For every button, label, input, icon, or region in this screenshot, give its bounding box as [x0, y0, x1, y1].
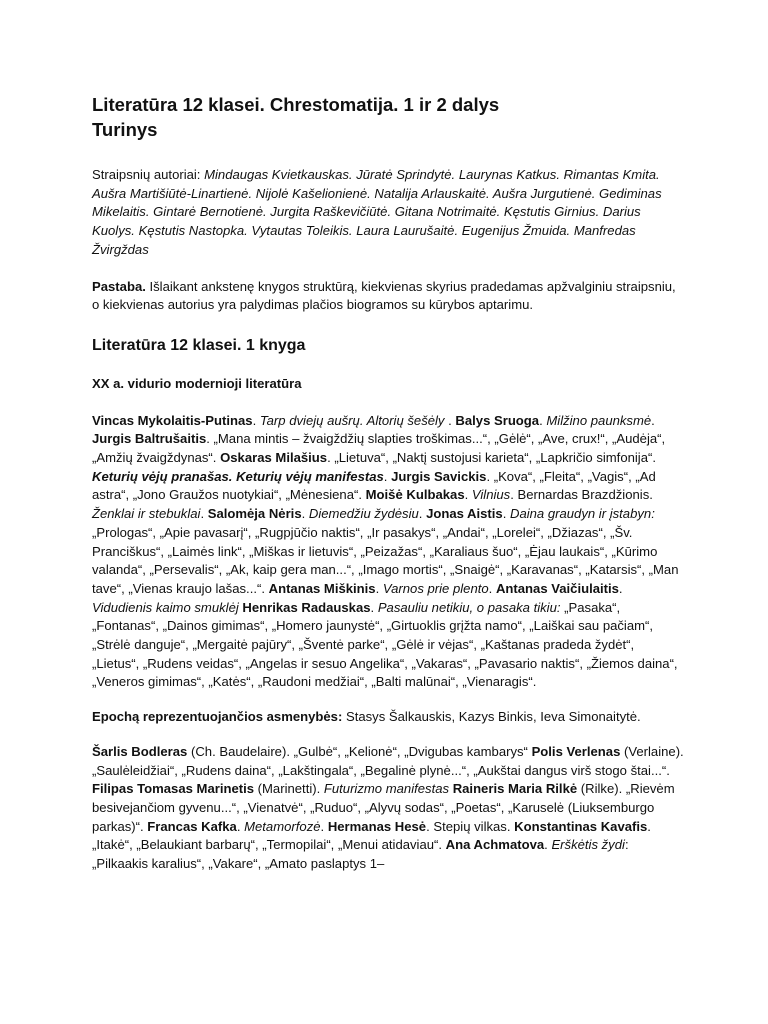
author-name: Hermanas Hesė: [327, 818, 427, 834]
text-run: .: [375, 580, 383, 596]
text-run: .: [236, 818, 245, 834]
text-run: . „Itakė“, „Belaukiant barbarų“, „Termopilai“, „Menui atidaviau“.: [92, 818, 651, 853]
book-heading: Literatūra 12 klasei. 1 knyga: [92, 336, 306, 354]
author-name: Jurgis Savickis: [391, 468, 487, 484]
text-run: .: [651, 412, 655, 428]
document-title: [92, 92, 684, 142]
author-name: Jurgis Baltrušaitis: [92, 431, 207, 447]
note-text: Išlaikant ankstenę knygos struktūrą, kiekvienas skyrius pradedamas apžvalginiu straipsniu, o kiekvienas autorius yra palydimas plačios biogramos su kūrybos aptarimu.: [92, 278, 676, 313]
title-line-2: Turinys: [92, 119, 158, 140]
work-title: Milžino paunksmė: [546, 412, 652, 428]
text-run: .: [383, 468, 392, 484]
author-name: Antanas Miškinis: [268, 580, 376, 596]
author-name: Jonas Aistis: [426, 506, 503, 522]
contents-paragraph-2: [92, 743, 684, 874]
work-title: Futurizmo manifestas: [323, 781, 450, 797]
text-run: : „Pilkaakis karalius“, „Vakare“, „Amato paslaptys 1–: [92, 837, 629, 872]
text-run: .: [544, 837, 552, 853]
authors-paragraph: [92, 166, 684, 260]
author-name: Vincas Mykolaitis-Putinas: [92, 412, 253, 428]
work-title: Diemedžiu žydėsiu: [308, 506, 419, 522]
author-name: Polis Verlenas: [531, 743, 621, 759]
section-heading-text: XX a. vidurio modernioji literatūra: [92, 375, 302, 391]
author-name: Francas Kafka: [147, 818, 237, 834]
document-page: [92, 92, 684, 874]
text-run: „Prologas“, „Apie pavasarį“, „Rugpjūčio naktis“, „Ir pasakys“, „Andai“, „Lorelei“, „Džiazas“, „Šv. Pranciškus“, „Laimės link“, „Miškas ir lietuvis“, „Peizažas“, „Karaliaus šuo“, „Ėjau laukais“, „Kūrimo valanda“, „Persevalis“, „Ak, kaip gera man...“, „Imago mortis“, „Snaigė“, „Karavanas“, „Katarsis“, „Man tave“, „Vienas kraujo lašas...“.: [92, 524, 679, 596]
text-run: (Verlaine). „Saulėleidžiai“, „Rudens daina“, „Lakštingala“, „Begalinė plynė...“, „Aukštai dangus virš stogo štai...“.: [92, 743, 684, 778]
section-heading: [92, 375, 684, 394]
text-run: . Bernardas Brazdžionis.: [510, 487, 653, 503]
author-name: Konstantinas Kavafis: [514, 818, 648, 834]
text-run: .: [502, 506, 510, 522]
work-title: Vilnius: [471, 487, 511, 503]
author-name: Henrikas Radauskas: [242, 599, 371, 615]
author-name: Oskaras Milašius: [220, 450, 328, 466]
work-title: Vidudienis kaimo smuklėj: [92, 599, 239, 615]
author-name: Filipas Tomasas Marinetis: [92, 781, 255, 797]
text-run: (Marinetti).: [254, 781, 324, 797]
authors-label: Straipsnių autoriai:: [92, 167, 205, 182]
work-title: Daina graudyn ir įstabyn:: [510, 506, 655, 522]
text-run: .: [488, 580, 496, 596]
work-title: Keturių vėjų pranašas. Keturių vėjų manifestas: [92, 468, 384, 484]
text-run: .: [200, 506, 208, 522]
text-run: .: [444, 412, 456, 428]
work-title: Metamorfozė: [244, 818, 321, 834]
text-run: .: [370, 599, 378, 615]
text-run: „Pasaka“, „Fontanas“, „Dainos gimimas“, „Homero jaunystė“, „Girtuoklis grįžta namo“, „Laiškai sau pačiam“, „Strėlė danguje“, „Mergaitė pajūry“, „Šventė parke“, „Gėlė ir vėjas“, „Kaštanas pradeda žydėt“, „Lietus“, „Rudens veidas“, „Angelas ir sesuo Angelika“, „Vakaras“, „Pavasario naktis“, „Žiemos daina“, „Veneros gimimas“, „Katės“, „Raudoni medžiai“, „Balti malūnai“, „Vienaragis“.: [92, 599, 678, 690]
author-name: Balys Sruoga: [455, 412, 540, 428]
text-run: .: [618, 580, 623, 596]
text-run: . „Mana mintis – žvaigždžių slapties troškimas...“, „Gėlė“, „Ave, crux!“, „Audėja“, „Amžių žvaigždynas“.: [92, 431, 666, 466]
author-name: Šarlis Bodleras: [92, 743, 188, 759]
epoch-text: Stasys Šalkauskis, Kazys Binkis, Ieva Simonaitytė.: [342, 709, 641, 725]
text-run: .: [539, 412, 547, 428]
note-paragraph: [92, 278, 684, 315]
author-name: Moišė Kulbakas: [365, 487, 465, 503]
epoch-label: Epochą reprezentuojančios asmenybės:: [92, 709, 343, 725]
text-run: .: [464, 487, 472, 503]
text-run: . Stepių vilkas.: [426, 818, 515, 834]
epoch-paragraph: [92, 708, 684, 727]
work-title: Varnos prie plento: [382, 580, 489, 596]
text-run: . „Lietuva“, „Naktį sustojusi karieta“, „Lapkričio simfonija“.: [327, 450, 656, 466]
author-name: Ana Achmatova: [445, 837, 545, 853]
work-title: Erškėtis žydi: [551, 837, 625, 853]
note-label: Pastaba.: [92, 278, 146, 294]
text-run: .: [418, 506, 427, 522]
text-run: .: [301, 506, 309, 522]
work-title: Ženklai ir stebuklai: [92, 506, 201, 522]
text-run: (Ch. Baudelaire). „Gulbė“, „Kelionė“, „Dvigubas kambarys“: [187, 743, 532, 759]
author-name: Raineris Maria Rilkė: [452, 781, 578, 797]
text-run: . „Kova“, „Fleita“, „Vagis“, „Ad astra“, „Jono Graužos nuotykiai“, „Mėnesiena“.: [92, 468, 656, 503]
work-title: Pasauliu netikiu, o pasaka tikiu:: [377, 599, 561, 615]
work-title: Tarp dviejų aušrų. Altorių šešėly: [259, 412, 445, 428]
title-line-1: Literatūra 12 klasei. Chrestomatija. 1 ir 2 dalys: [92, 94, 500, 115]
authors-list: Mindaugas Kvietkauskas. Jūratė Sprindytė. Laurynas Katkus. Rimantas Kmita. Aušra Martišiūtė-Linartienė. Nijolė Kašelionienė. Natalija Arlauskaitė. Aušra Jurgutienė. Gediminas Mikelaitis. Gintarė Bernotienė. Jurgita Raškevičiūtė. Gitana Notrimaitė. Kęstutis Girnius. Darius Kuolys. Kęstutis Nastopka. Vytautas Toleikis. Laura Laurušaitė. Eugenijus Žmuida. Manfredas Žvirgždas: [92, 167, 662, 257]
author-name: Salomėja Nėris: [207, 506, 302, 522]
text-run: (Rilke). „Rievėm besivejančiom gyvenu...“, „Vienatvė“, „Ruduo“, „Alyvų sodas“, „Poetas“, „Karuselė (Liuksemburgo parkas)“.: [92, 781, 675, 834]
text-run: .: [252, 412, 260, 428]
contents-paragraph-1: [92, 412, 684, 693]
author-name: Antanas Vaičiulaitis: [495, 580, 619, 596]
text-run: .: [320, 818, 328, 834]
